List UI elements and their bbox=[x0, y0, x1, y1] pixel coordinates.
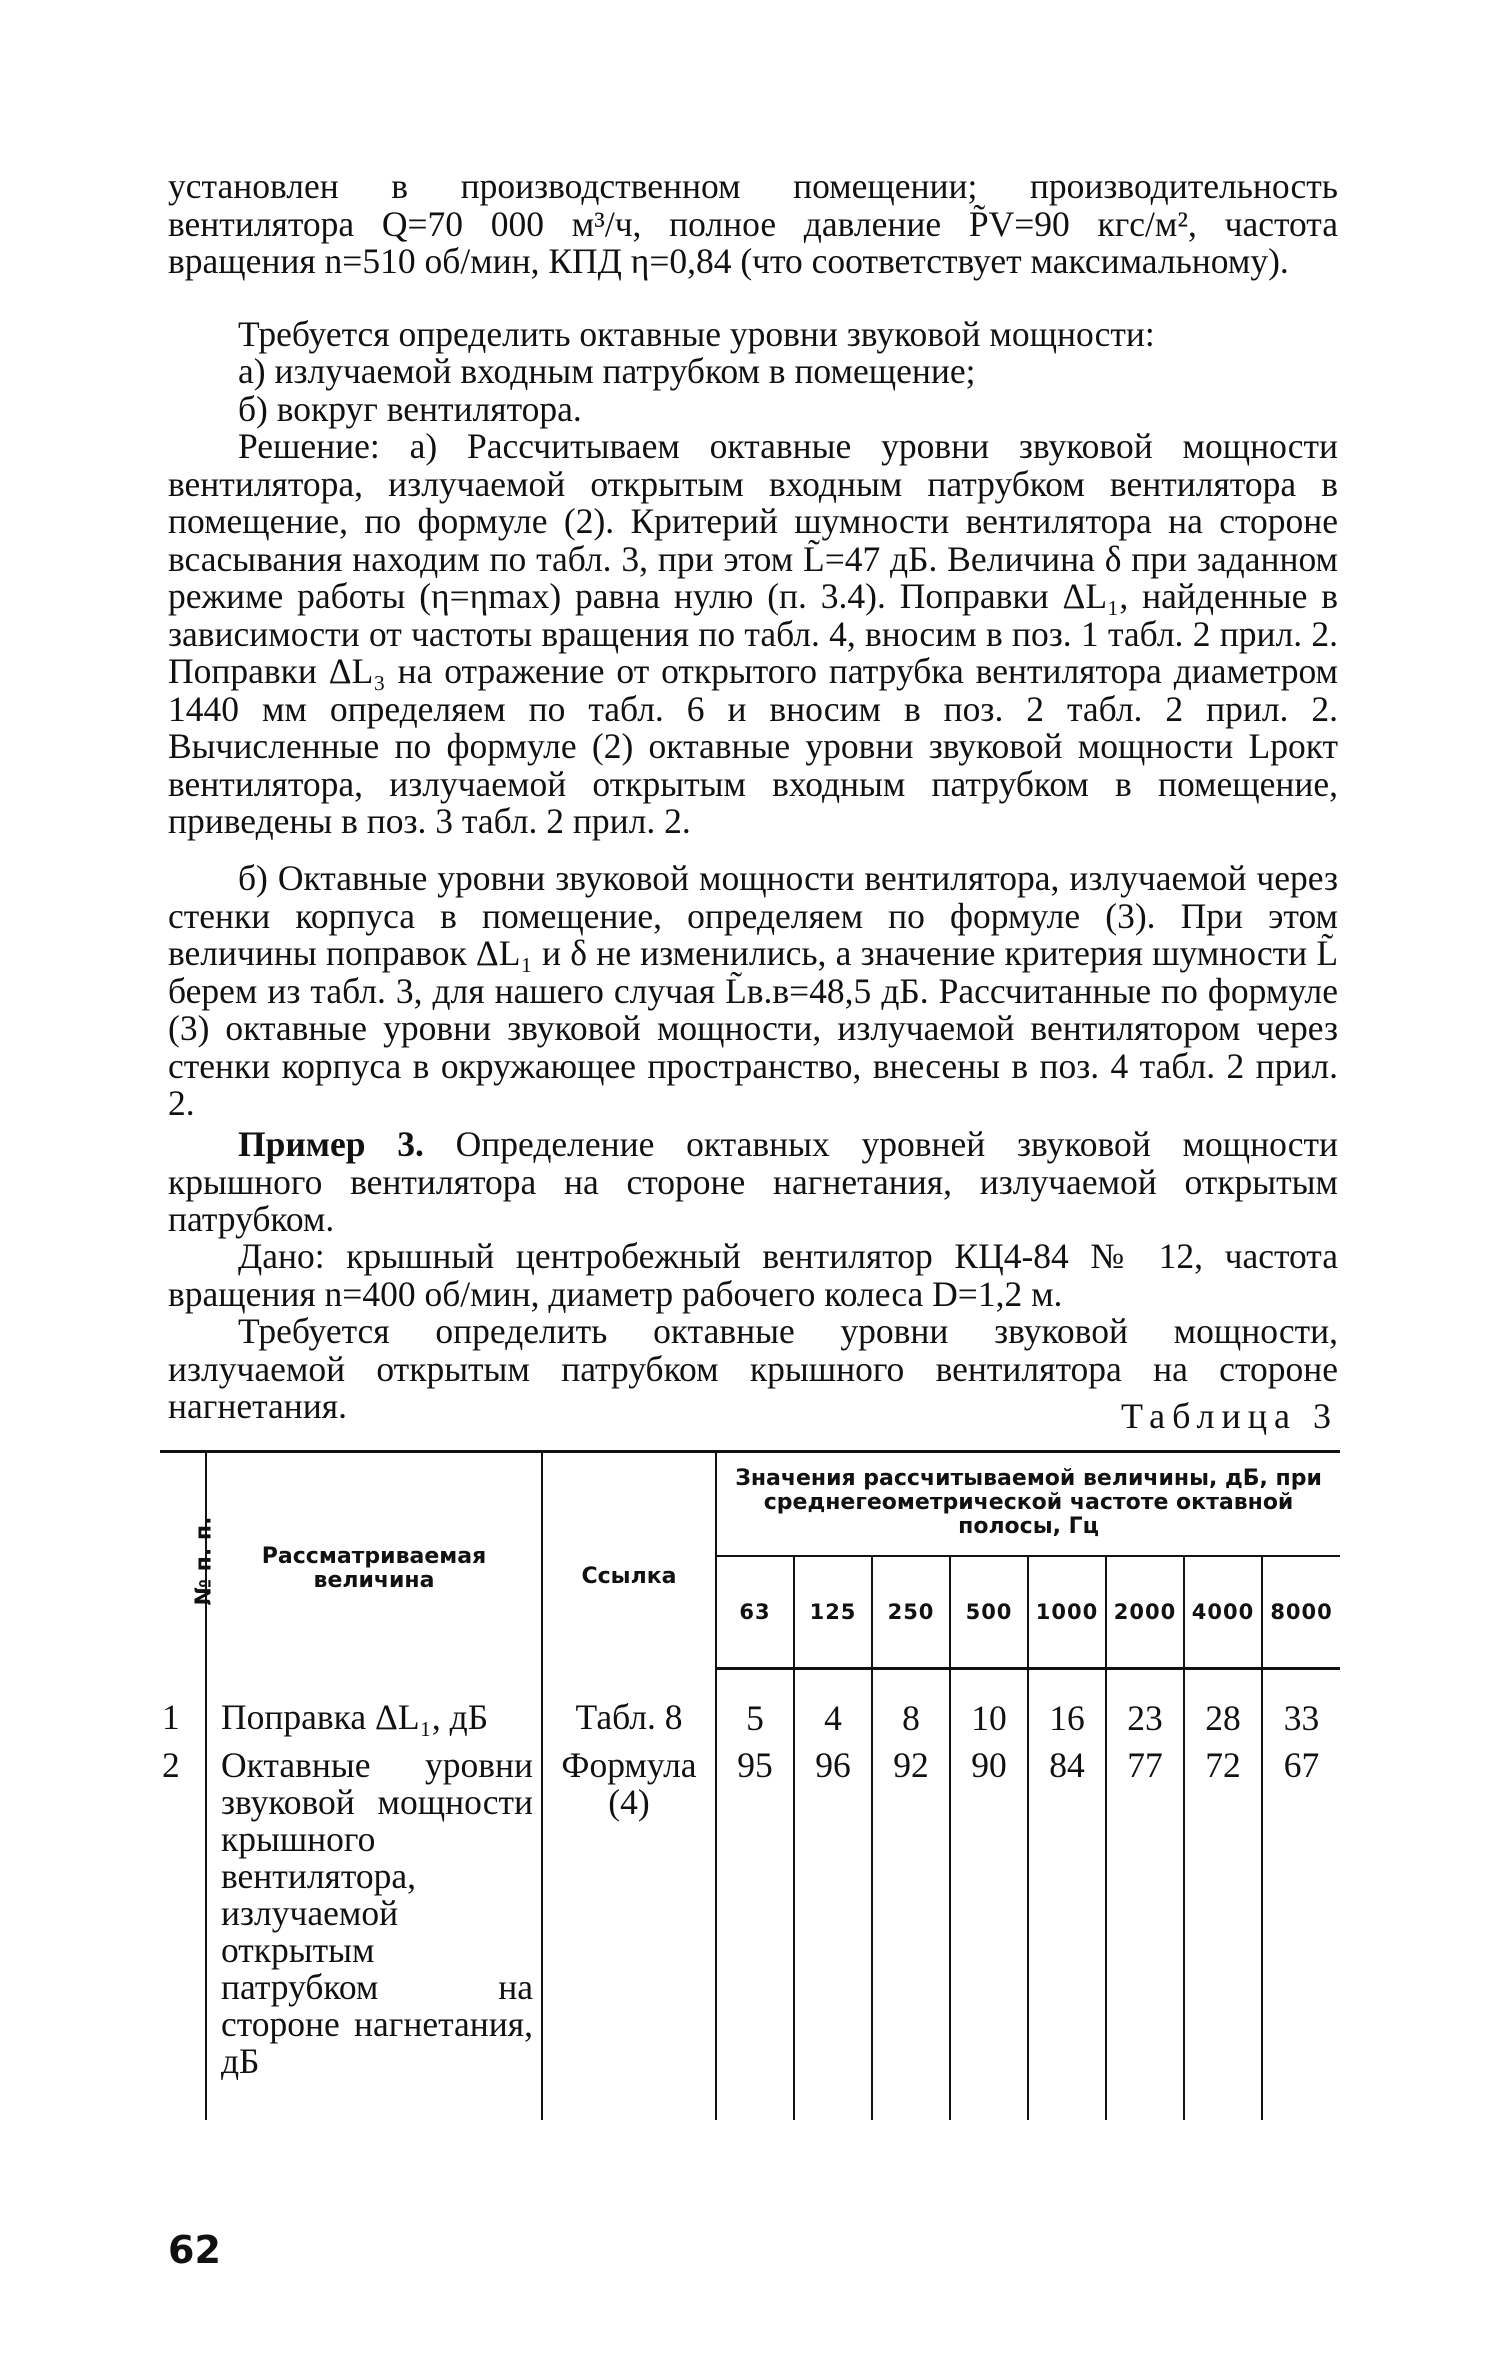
row-value: 8 bbox=[872, 1669, 950, 1738]
row-value: 23 bbox=[1106, 1669, 1184, 1738]
row-quantity: Поправка ΔL₁, дБ bbox=[206, 1669, 542, 1738]
row-number: 2 bbox=[162, 1745, 180, 1785]
table-row bbox=[160, 1669, 1340, 1738]
paragraph-given: Дано: крышный центробежный вентилятор КЦ4-84 № 12, частота вращения n=400 об/мин, диаметр рабочего колеса D=1,2 м. bbox=[168, 1236, 1338, 1314]
paragraph-intro: установлен в производственном помещении; производительность вентилятора Q=70 000 м³/ч, полное давление P̃V=90 кгс/м², частота вращения n=510 об/мин, КПД η=0,84 (что соответствует максимальному). bbox=[168, 166, 1338, 281]
row-value: 84 bbox=[1028, 1737, 1106, 2120]
header-freq: 125 bbox=[794, 1556, 872, 1669]
data-table bbox=[160, 1450, 1340, 2120]
header-values-group: Значения рассчитываемой величины, дБ, при среднегеометрической частоте октавной полосы, Гц bbox=[716, 1452, 1340, 1557]
header-freq: 2000 bbox=[1106, 1556, 1184, 1669]
row-value: 4 bbox=[794, 1669, 872, 1738]
row-quantity: Октавные уровни звуковой мощности крышного вентилятора, излучаемой открытым патрубком на стороне нагнетания, дБ bbox=[206, 1737, 542, 2120]
row-value: 96 bbox=[794, 1737, 872, 2120]
example-label: Пример 3. bbox=[238, 1124, 424, 1164]
row-value: 67 bbox=[1262, 1737, 1340, 2120]
page-number: 62 bbox=[168, 2228, 221, 2272]
paragraph-task: Требуется определить октавные уровни звуковой мощности, излучаемой открытым патрубком крышного вентилятора на стороне нагнетания. bbox=[168, 1311, 1338, 1426]
row-value: 92 bbox=[872, 1737, 950, 2120]
row-reference: Табл. 8 bbox=[542, 1669, 716, 1738]
table-caption: Таблица 3 bbox=[1121, 1396, 1338, 1436]
example-text: Определение октавных уровней звуковой мощности крышного вентилятора на стороне нагнетания, излучаемой открытым патрубком. bbox=[168, 1124, 1339, 1239]
header-quantity: Рассматриваемая величина bbox=[206, 1452, 542, 1669]
header-freq: 4000 bbox=[1184, 1556, 1262, 1669]
paragraph-solution-a: Решение: а) Рассчитываем октавные уровни звуковой мощности вентилятора, излучаемой открытым входным патрубком вентилятора в помещение, по формуле (2). Критерий шумности вентилятора на стороне всасывания находим по табл. 3, при этом L̃=47 дБ. Величина δ при заданном режиме работы (η=ηmax) равна нулю (п. 3.4). Поправки ΔL₁, найденные в зависимости от частоты вращения по табл. 4, вносим в поз. 1 табл. 2 прил. 2. Поправки ΔL₃ на отражение от открытого патрубка вентилятора диаметром 1440 мм определяем по табл. 6 и вносим в поз. 2 табл. 2 прил. 2. Вычисленные по формуле (2) октавные уровни звуковой мощности Lpокт вентилятора, излучаемой открытым входным патрубком в помещение, приведены в поз. 3 табл. 2 прил. 2. bbox=[168, 426, 1338, 841]
header-reference: Ссылка bbox=[542, 1452, 716, 1669]
row-value: 10 bbox=[950, 1669, 1028, 1738]
row-number: 1 bbox=[162, 1696, 180, 1737]
paragraph-item-b: б) вокруг вентилятора. bbox=[238, 389, 582, 429]
header-number: № п. п. bbox=[160, 1452, 206, 1669]
row-value: 90 bbox=[950, 1737, 1028, 2120]
paragraph-item-a: а) излучаемой входным патрубком в помещение; bbox=[238, 351, 976, 391]
row-reference: Формула (4) bbox=[542, 1737, 716, 2120]
row-value: 33 bbox=[1262, 1669, 1340, 1738]
row-value: 5 bbox=[716, 1669, 794, 1738]
header-freq: 500 bbox=[950, 1556, 1028, 1669]
header-freq: 250 bbox=[872, 1556, 950, 1669]
row-value: 72 bbox=[1184, 1737, 1262, 2120]
row-value: 28 bbox=[1184, 1669, 1262, 1738]
paragraph-example-3 bbox=[168, 1126, 1338, 1239]
row-value: 95 bbox=[716, 1737, 794, 2120]
paragraph-solution-b: б) Октавные уровни звуковой мощности вентилятора, излучаемой через стенки корпуса в помещение, определяем по формуле (3). При этом величины поправок ΔL₁ и δ не изменились, а значение критерия шумности L̃ берем из табл. 3, для нашего случая L̃в.в=48,5 дБ. Рассчитанные по формуле (3) октавные уровни звуковой мощности, излучаемой вентилятором через стенки корпуса в окружающее пространство, внесены в поз. 4 табл. 2 прил. 2. bbox=[168, 858, 1338, 1123]
table-row bbox=[160, 1737, 1340, 2120]
row-value: 77 bbox=[1106, 1737, 1184, 2120]
paragraph-requirement: Требуется определить октавные уровни звуковой мощности: bbox=[238, 314, 1155, 354]
header-freq: 63 bbox=[716, 1556, 794, 1669]
header-freq: 1000 bbox=[1028, 1556, 1106, 1669]
row-value: 16 bbox=[1028, 1669, 1106, 1738]
header-freq: 8000 bbox=[1262, 1556, 1340, 1669]
